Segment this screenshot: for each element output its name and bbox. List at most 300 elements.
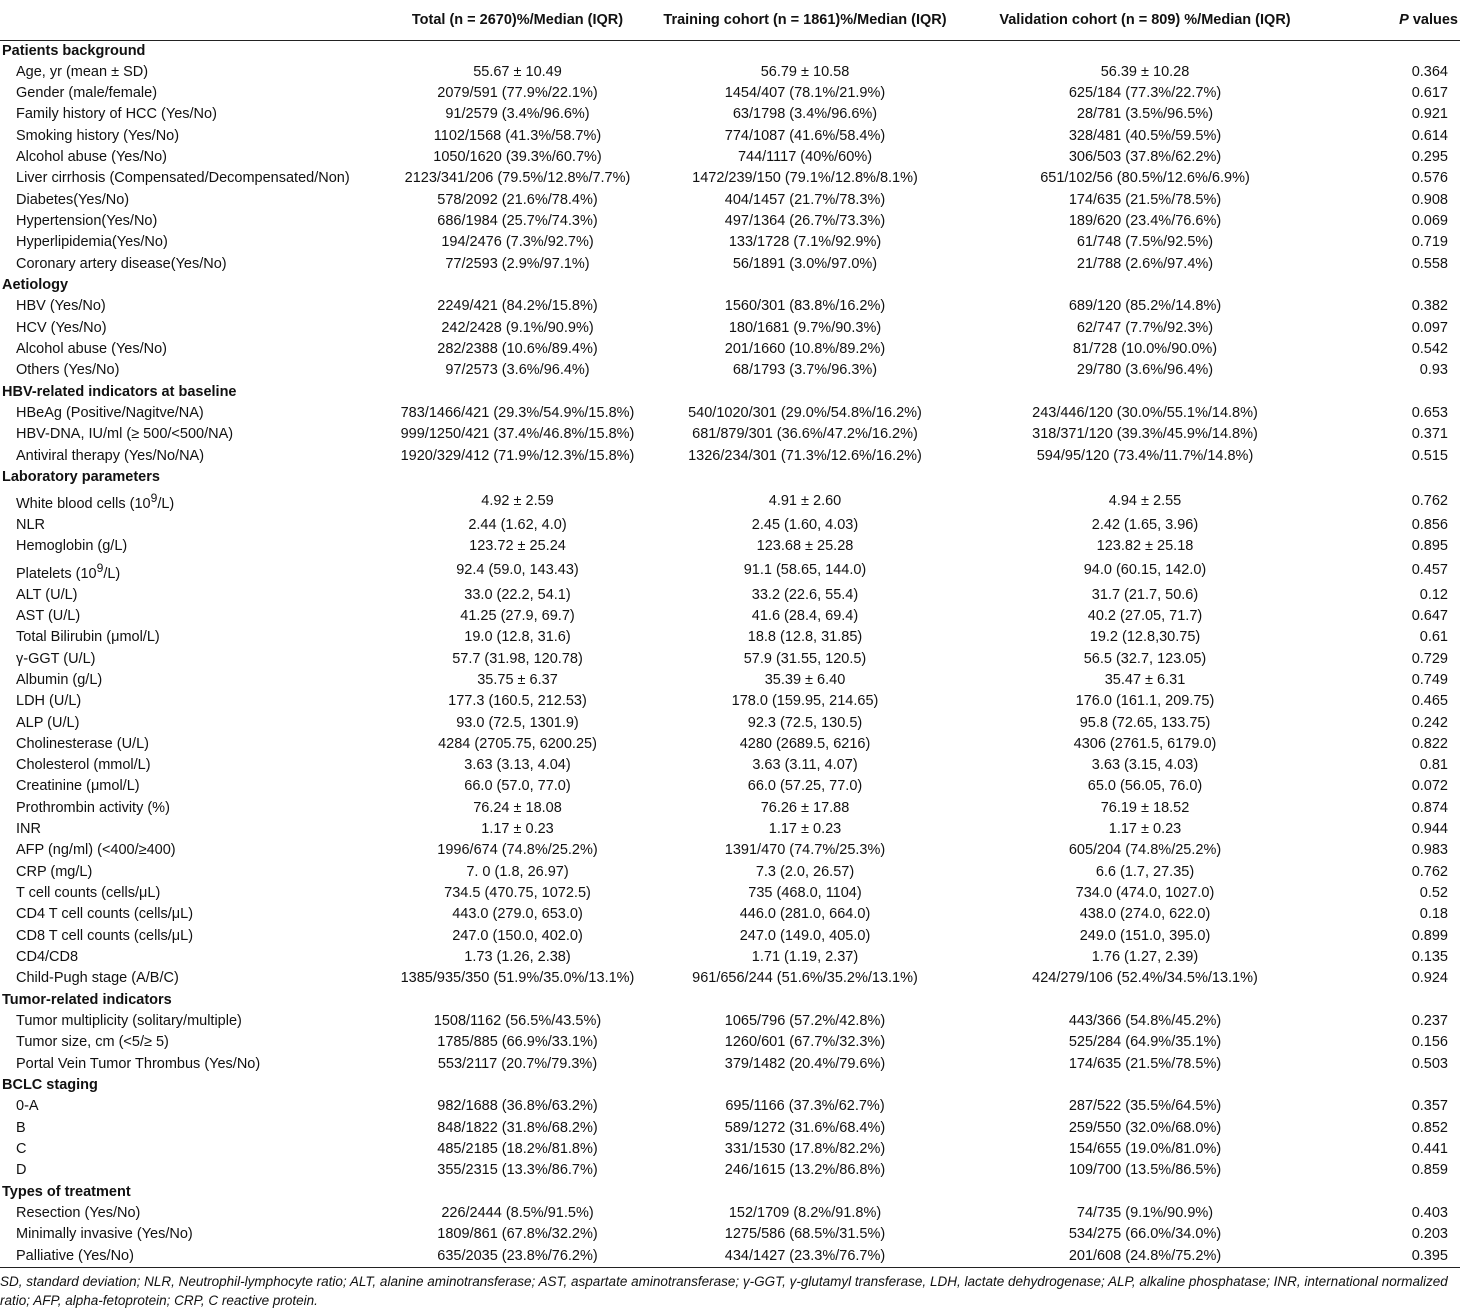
table-row <box>0 1224 1460 1245</box>
validation-value: 651/102/56 (80.5%/12.6%/6.9%) <box>1040 170 1250 187</box>
section-title: BCLC staging <box>2 1077 98 1094</box>
row-label: HBV-DNA, IU/ml (≥ 500/<500/NA) <box>16 426 234 443</box>
p-value: 0.874 <box>1411 799 1448 816</box>
p-value: 0.576 <box>1411 170 1448 187</box>
training-value: 1.71 (1.19, 2.37) <box>751 949 859 966</box>
validation-value: 176.0 (161.1, 209.75) <box>1075 693 1215 710</box>
validation-value: 4306 (2761.5, 6179.0) <box>1073 735 1217 752</box>
total-value: 2079/591 (77.9%/22.1%) <box>437 84 598 101</box>
table-row <box>0 424 1460 445</box>
row-label: Albumin (g/L) <box>16 671 103 688</box>
training-value: 446.0 (281.0, 664.0) <box>739 906 871 923</box>
row-label: Others (Yes/No) <box>16 362 120 379</box>
total-value: 77/2593 (2.9%/97.1%) <box>445 255 590 272</box>
validation-value: 61/748 (7.5%/92.5%) <box>1076 234 1214 251</box>
p-value: 0.072 <box>1411 778 1448 795</box>
p-value: 0.558 <box>1411 255 1448 272</box>
table-row <box>0 819 1460 840</box>
training-value: 774/1087 (41.6%/58.4%) <box>724 127 886 144</box>
p-value: 0.357 <box>1411 1098 1448 1115</box>
row-label: HBV (Yes/No) <box>16 298 106 315</box>
training-value: 68/1793 (3.7%/96.3%) <box>732 362 878 379</box>
table-row <box>0 168 1460 189</box>
section-title: Types of treatment <box>2 1183 131 1200</box>
validation-value: 1.76 (1.27, 2.39) <box>1091 949 1199 966</box>
total-value: 242/2428 (9.1%/90.9%) <box>441 319 594 336</box>
total-value: 97/2573 (3.6%/96.4%) <box>445 362 590 379</box>
validation-value: 243/446/120 (30.0%/55.1%/14.8%) <box>1032 404 1258 421</box>
table-row <box>0 691 1460 712</box>
p-value: 0.542 <box>1411 340 1448 357</box>
header-total: Total (n = 2670)%/Median (IQR) <box>375 0 660 40</box>
p-value: 0.371 <box>1411 426 1448 443</box>
table-row <box>0 776 1460 797</box>
p-value: 0.749 <box>1411 671 1448 688</box>
table-row <box>0 755 1460 776</box>
table-row <box>0 147 1460 168</box>
total-value: 2123/341/206 (79.5%/12.8%/7.7%) <box>404 170 631 187</box>
row-label-text: White blood cells (10 <box>16 495 151 512</box>
p-value: 0.237 <box>1411 1013 1448 1030</box>
total-value: 982/1688 (36.8%/63.2%) <box>437 1098 598 1115</box>
training-value: 35.39 ± 6.40 <box>764 671 846 688</box>
validation-value: 438.0 (274.0, 622.0) <box>1079 906 1211 923</box>
table-row <box>0 296 1460 317</box>
validation-value: 40.2 (27.05, 71.7) <box>1087 607 1203 624</box>
validation-value: 28/781 (3.5%/96.5%) <box>1076 106 1214 123</box>
table-row <box>0 734 1460 755</box>
row-label: Prothrombin activity (%) <box>16 799 170 816</box>
row-label: Portal Vein Tumor Thrombus (Yes/No) <box>16 1055 261 1072</box>
total-value: 92.4 (59.0, 143.43) <box>456 562 579 579</box>
table-row <box>0 947 1460 968</box>
total-value: 1996/674 (74.8%/25.2%) <box>437 842 598 859</box>
total-value: 282/2388 (10.6%/89.4%) <box>437 340 598 357</box>
table-row <box>0 317 1460 338</box>
training-value: 133/1728 (7.1%/92.9%) <box>728 234 882 251</box>
p-value: 0.61 <box>1419 629 1448 646</box>
table-row <box>0 515 1460 536</box>
total-value: 734.5 (470.75, 1072.5) <box>444 885 591 902</box>
validation-value: 328/481 (40.5%/59.5%) <box>1068 127 1222 144</box>
row-label: NLR <box>16 517 46 534</box>
training-value: 1260/601 (67.7%/32.3%) <box>724 1034 886 1051</box>
p-value: 0.18 <box>1419 906 1448 923</box>
p-value: 0.441 <box>1411 1141 1448 1158</box>
header-row <box>0 0 1460 40</box>
row-label: T cell counts (cells/μL) <box>16 885 161 902</box>
training-value: 1560/301 (83.8%/16.2%) <box>724 298 886 315</box>
row-label: HBeAg (Positive/Nagitve/NA) <box>16 404 204 421</box>
table-row <box>0 558 1460 585</box>
total-value: 783/1466/421 (29.3%/54.9%/15.8%) <box>400 404 635 421</box>
total-value: 443.0 (279.0, 653.0) <box>452 906 583 923</box>
section-header-row <box>0 1075 1460 1096</box>
total-value: 1.17 ± 0.23 <box>481 821 554 838</box>
table-row <box>0 445 1460 466</box>
row-label: INR <box>16 821 41 838</box>
training-value: 744/1117 (40%/60%) <box>737 148 873 165</box>
training-value: 1275/586 (68.5%/31.5%) <box>724 1226 886 1243</box>
p-value: 0.395 <box>1340 1246 1460 1268</box>
p-value: 0.719 <box>1411 234 1448 251</box>
row-label-unit: /L) <box>103 565 121 582</box>
row-label: Coronary artery disease(Yes/No) <box>16 255 227 272</box>
training-value: 404/1457 (21.7%/78.3%) <box>724 191 886 208</box>
training-value: 123.68 ± 25.28 <box>756 538 854 555</box>
validation-value: 109/700 (13.5%/86.5%) <box>1068 1162 1222 1179</box>
total-value: 76.24 ± 18.08 <box>473 799 562 816</box>
table-row <box>0 189 1460 210</box>
validation-value: 62/747 (7.7%/92.3%) <box>1076 319 1214 336</box>
header-training: Training cohort (n = 1861)%/Median (IQR) <box>660 0 950 40</box>
row-label: Total Bilirubin (μmol/L) <box>16 629 160 646</box>
table-row <box>0 1203 1460 1224</box>
table-row <box>0 536 1460 557</box>
header-validation: Validation cohort (n = 809) %/Median (IQR) <box>950 0 1340 40</box>
validation-value: 74/735 (9.1%/90.9%) <box>1076 1205 1214 1222</box>
row-label: 0-A <box>16 1098 39 1115</box>
total-value: 35.75 ± 6.37 <box>477 671 558 688</box>
row-label: Creatinine (μmol/L) <box>16 778 140 795</box>
total-value: 1050/1620 (39.3%/60.7%) <box>433 148 602 165</box>
p-value: 0.156 <box>1411 1034 1448 1051</box>
table-row <box>0 360 1460 381</box>
p-value: 0.465 <box>1411 693 1448 710</box>
p-value: 0.617 <box>1411 84 1448 101</box>
p-value: 0.895 <box>1411 538 1448 555</box>
p-value: 0.515 <box>1411 447 1448 464</box>
row-label: Diabetes(Yes/No) <box>16 191 130 208</box>
p-value: 0.12 <box>1419 586 1448 603</box>
validation-value: 534/275 (66.0%/34.0%) <box>1068 1226 1222 1243</box>
training-value: 33.2 (22.6, 55.4) <box>751 586 859 603</box>
training-value: 540/1020/301 (29.0%/54.8%/16.2%) <box>688 404 922 421</box>
p-value: 0.822 <box>1411 735 1448 752</box>
table-row <box>0 1139 1460 1160</box>
training-value: 246/1615 (13.2%/86.8%) <box>724 1162 886 1179</box>
p-value: 0.856 <box>1411 517 1448 534</box>
row-label: Palliative (Yes/No) <box>0 1246 375 1268</box>
total-value: 177.3 (160.5, 212.53) <box>448 693 587 710</box>
total-value: 7. 0 (1.8, 26.97) <box>466 863 569 880</box>
table-row <box>0 488 1460 515</box>
table-row <box>0 1032 1460 1053</box>
table-row <box>0 83 1460 104</box>
header-p-values <box>1340 0 1460 40</box>
total-value: 33.0 (22.2, 54.1) <box>464 586 571 603</box>
validation-value: 443/366 (54.8%/45.2%) <box>1068 1013 1222 1030</box>
table-row <box>0 1096 1460 1117</box>
validation-value: 94.0 (60.15, 142.0) <box>1083 562 1207 579</box>
total-value: 1385/935/350 (51.9%/35.0%/13.1%) <box>400 970 635 987</box>
total-value: 66.0 (57.0, 77.0) <box>464 778 571 795</box>
table-header <box>0 0 1460 40</box>
table-body <box>0 40 1460 1267</box>
validation-value: 3.63 (3.15, 4.03) <box>1091 757 1199 774</box>
training-value: 1.17 ± 0.23 <box>768 821 842 838</box>
row-label: Age, yr (mean ± SD) <box>16 63 149 80</box>
row-label: ALT (U/L) <box>16 586 78 603</box>
validation-value: 31.7 (21.7, 50.6) <box>1091 586 1199 603</box>
section-title: HBV-related indicators at baseline <box>2 383 237 400</box>
validation-value: 56.39 ± 10.28 <box>1100 63 1190 80</box>
row-label: Alcohol abuse (Yes/No) <box>16 148 167 165</box>
total-value: 3.63 (3.13, 4.04) <box>464 757 571 774</box>
training-value: 152/1709 (8.2%/91.8%) <box>728 1205 882 1222</box>
p-value: 0.52 <box>1419 885 1448 902</box>
total-value: 1508/1162 (56.5%/43.5%) <box>433 1013 602 1030</box>
total-value: 194/2476 (7.3%/92.7%) <box>441 234 594 251</box>
total-value: 1809/861 (67.8%/32.2%) <box>437 1226 598 1243</box>
row-label: CD4/CD8 <box>16 949 79 966</box>
table-row <box>0 1246 1460 1268</box>
p-value: 0.203 <box>1411 1226 1448 1243</box>
row-label: ALP (U/L) <box>16 714 80 731</box>
header-p-rest: values <box>1408 11 1458 28</box>
p-value: 0.242 <box>1411 714 1448 731</box>
validation-value: 259/550 (32.0%/68.0%) <box>1068 1119 1222 1136</box>
row-label: D <box>16 1162 27 1179</box>
row-label: Cholesterol (mmol/L) <box>16 757 151 774</box>
row-label: Minimally invasive (Yes/No) <box>16 1226 193 1243</box>
row-label: AFP (ng/ml) (<400/≥400) <box>16 842 176 859</box>
row-label: CD8 T cell counts (cells/μL) <box>16 927 194 944</box>
training-value: 56/1891 (3.0%/97.0%) <box>732 255 878 272</box>
table-row <box>0 339 1460 360</box>
training-value: 2.45 (1.60, 4.03) <box>751 517 859 534</box>
validation-value: 594/95/120 (73.4%/11.7%/14.8%) <box>1036 447 1254 464</box>
training-value: 434/1427 (23.3%/76.7%) <box>660 1246 950 1268</box>
table-row <box>0 104 1460 125</box>
validation-value: 174/635 (21.5%/78.5%) <box>1068 1055 1222 1072</box>
p-value: 0.503 <box>1411 1055 1448 1072</box>
training-value: 1472/239/150 (79.1%/12.8%/8.1%) <box>692 170 918 187</box>
row-label-superscript: 9 <box>150 491 158 506</box>
p-value: 0.364 <box>1411 63 1448 80</box>
training-value: 961/656/244 (51.6%/35.2%/13.1%) <box>692 970 918 987</box>
training-value: 4.91 ± 2.60 <box>768 492 842 509</box>
training-value: 63/1798 (3.4%/96.6%) <box>732 106 878 123</box>
row-label <box>0 558 375 585</box>
p-value: 0.921 <box>1411 106 1448 123</box>
total-value: 578/2092 (21.6%/78.4%) <box>437 191 598 208</box>
section-header-row <box>0 40 1460 62</box>
training-value: 379/1482 (20.4%/79.6%) <box>724 1055 886 1072</box>
row-label <box>0 488 375 515</box>
table-row <box>0 1054 1460 1075</box>
table-row <box>0 968 1460 989</box>
section-title: Patients background <box>2 42 146 59</box>
table-row <box>0 584 1460 605</box>
p-value: 0.924 <box>1411 970 1448 987</box>
section-header-row <box>0 990 1460 1011</box>
training-value: 1454/407 (78.1%/21.9%) <box>724 84 886 101</box>
training-value: 91.1 (58.65, 144.0) <box>743 562 867 579</box>
validation-value: 625/184 (77.3%/22.7%) <box>1068 84 1222 101</box>
total-value: 1102/1568 (41.3%/58.7%) <box>433 127 602 144</box>
training-value: 331/1530 (17.8%/82.2%) <box>724 1141 886 1158</box>
total-value: 1785/885 (66.9%/33.1%) <box>437 1034 598 1051</box>
header-variable <box>0 0 375 40</box>
training-value: 178.0 (159.95, 214.65) <box>731 693 879 710</box>
row-label: Alcohol abuse (Yes/No) <box>16 340 167 357</box>
table-row <box>0 904 1460 925</box>
row-label: Hyperlipidemia(Yes/No) <box>16 234 168 251</box>
total-value: 55.67 ± 10.49 <box>473 63 562 80</box>
section-header-row <box>0 381 1460 402</box>
row-label: CRP (mg/L) <box>16 863 93 880</box>
p-value: 0.653 <box>1411 404 1448 421</box>
validation-value: 2.42 (1.65, 3.96) <box>1091 517 1199 534</box>
total-value: 686/1984 (25.7%/74.3%) <box>437 212 598 229</box>
table-row <box>0 883 1460 904</box>
table-row <box>0 648 1460 669</box>
row-label: Liver cirrhosis (Compensated/Decompensated/Non) <box>16 170 350 187</box>
validation-value: 424/279/106 (52.4%/34.5%/13.1%) <box>1032 970 1258 987</box>
p-value: 0.944 <box>1411 821 1448 838</box>
table-row <box>0 798 1460 819</box>
validation-value: 19.2 (12.8,30.75) <box>1089 629 1201 646</box>
validation-value: 154/655 (19.0%/81.0%) <box>1068 1141 1222 1158</box>
training-value: 247.0 (149.0, 405.0) <box>739 927 871 944</box>
p-value: 0.983 <box>1411 842 1448 859</box>
total-value: 57.7 (31.98, 120.78) <box>452 650 583 667</box>
row-label: AST (U/L) <box>16 607 81 624</box>
training-value: 589/1272 (31.6%/68.4%) <box>724 1119 886 1136</box>
row-label: B <box>16 1119 26 1136</box>
validation-value: 734.0 (474.0, 1027.0) <box>1075 885 1215 902</box>
row-label: Gender (male/female) <box>16 84 158 101</box>
training-value: 56.79 ± 10.58 <box>760 63 850 80</box>
p-value: 0.403 <box>1411 1205 1448 1222</box>
training-value: 7.3 (2.0, 26.57) <box>755 863 855 880</box>
total-value: 999/1250/421 (37.4%/46.8%/15.8%) <box>400 426 635 443</box>
p-value: 0.647 <box>1411 607 1448 624</box>
total-value: 4.92 ± 2.59 <box>481 492 554 509</box>
validation-value: 605/204 (74.8%/25.2%) <box>1068 842 1222 859</box>
total-value: 355/2315 (13.3%/86.7%) <box>437 1162 598 1179</box>
section-title: Aetiology <box>2 276 69 293</box>
validation-value: 174/635 (21.5%/78.5%) <box>1068 191 1222 208</box>
training-value: 735 (468.0, 1104) <box>748 885 862 902</box>
validation-value: 123.82 ± 25.18 <box>1096 538 1194 555</box>
validation-value: 201/608 (24.8%/75.2%) <box>950 1246 1340 1268</box>
training-value: 180/1681 (9.7%/90.3%) <box>728 319 882 336</box>
training-value: 92.3 (72.5, 130.5) <box>747 714 863 731</box>
row-label: Antiviral therapy (Yes/No/NA) <box>16 447 205 464</box>
total-value: 93.0 (72.5, 1301.9) <box>456 714 579 731</box>
table-row <box>0 670 1460 691</box>
row-label: Resection (Yes/No) <box>16 1205 141 1222</box>
row-label: Hypertension(Yes/No) <box>16 212 158 229</box>
row-label: Tumor size, cm (<5/≥ 5) <box>16 1034 169 1051</box>
validation-value: 189/620 (23.4%/76.6%) <box>1068 212 1222 229</box>
validation-value: 6.6 (1.7, 27.35) <box>1095 863 1195 880</box>
table-row <box>0 1118 1460 1139</box>
p-value: 0.908 <box>1411 191 1448 208</box>
table-row <box>0 1011 1460 1032</box>
total-value: 41.25 (27.9, 69.7) <box>460 607 575 624</box>
p-value: 0.382 <box>1411 298 1448 315</box>
row-label: Hemoglobin (g/L) <box>16 538 128 555</box>
row-label: γ-GGT (U/L) <box>16 650 96 667</box>
training-value: 695/1166 (37.3%/62.7%) <box>725 1098 885 1115</box>
p-value: 0.852 <box>1411 1119 1448 1136</box>
validation-value: 95.8 (72.65, 133.75) <box>1079 714 1211 731</box>
row-label: Tumor multiplicity (solitary/multiple) <box>16 1013 242 1030</box>
p-value: 0.762 <box>1411 492 1448 509</box>
header-p-letter: P <box>1399 11 1409 28</box>
row-label: Family history of HCC (Yes/No) <box>16 106 217 123</box>
row-label: Cholinesterase (U/L) <box>16 735 149 752</box>
table-row <box>0 926 1460 947</box>
total-value: 247.0 (150.0, 402.0) <box>452 927 583 944</box>
validation-value: 4.94 ± 2.55 <box>1108 492 1182 509</box>
row-label: LDH (U/L) <box>16 693 82 710</box>
total-value: 19.0 (12.8, 31.6) <box>464 629 571 646</box>
table-row <box>0 253 1460 274</box>
validation-value: 21/788 (2.6%/97.4%) <box>1076 255 1214 272</box>
validation-value: 76.19 ± 18.52 <box>1100 799 1190 816</box>
total-value: 485/2185 (18.2%/81.8%) <box>437 1141 598 1158</box>
training-value: 201/1660 (10.8%/89.2%) <box>724 340 886 357</box>
validation-value: 287/522 (35.5%/64.5%) <box>1068 1098 1222 1115</box>
validation-value: 306/503 (37.8%/62.2%) <box>1068 148 1222 165</box>
p-value: 0.899 <box>1411 927 1448 944</box>
table-footnote: SD, standard deviation; NLR, Neutrophil-lymphocyte ratio; ALT, alanine aminotransferase; AST, aspartate aminotransferase; γ-GGT, γ-glutamyl transferase, LDH, lactate dehydrogenase; ALP, alkaline phosphatase; INR, international normalized ratio; AFP, alpha-fetoprotein; CRP, C reactive protein. <box>0 1274 1448 1308</box>
p-value: 0.762 <box>1411 863 1448 880</box>
section-title: Tumor-related indicators <box>2 991 172 1008</box>
table-row <box>0 840 1460 861</box>
training-value: 4280 (2689.5, 6216) <box>739 735 871 752</box>
p-value: 0.859 <box>1411 1162 1448 1179</box>
table-row <box>0 125 1460 146</box>
validation-value: 318/371/120 (39.3%/45.9%/14.8%) <box>1032 426 1258 443</box>
training-value: 1391/470 (74.7%/25.3%) <box>724 842 886 859</box>
total-value: 553/2117 (20.7%/79.3%) <box>437 1055 598 1072</box>
row-label-text: Platelets (10 <box>16 565 97 582</box>
total-value: 226/2444 (8.5%/91.5%) <box>441 1205 594 1222</box>
table-row <box>0 211 1460 232</box>
p-value: 0.93 <box>1419 362 1448 379</box>
p-value: 0.069 <box>1411 212 1448 229</box>
total-value: 635/2035 (23.8%/76.2%) <box>375 1246 660 1268</box>
validation-value: 29/780 (3.6%/96.4%) <box>1076 362 1214 379</box>
validation-value: 689/120 (85.2%/14.8%) <box>1068 298 1222 315</box>
p-value: 0.295 <box>1411 148 1448 165</box>
table-row <box>0 232 1460 253</box>
section-title: Laboratory parameters <box>2 468 160 485</box>
validation-value: 65.0 (56.05, 76.0) <box>1087 778 1203 795</box>
table-row <box>0 627 1460 648</box>
training-value: 497/1364 (26.7%/73.3%) <box>724 212 886 229</box>
row-label: HCV (Yes/No) <box>16 319 107 336</box>
row-label: CD4 T cell counts (cells/μL) <box>16 906 194 923</box>
p-value: 0.135 <box>1411 949 1448 966</box>
table-row <box>0 862 1460 883</box>
training-value: 76.26 ± 17.88 <box>760 799 850 816</box>
total-value: 1.73 (1.26, 2.38) <box>464 949 571 966</box>
training-value: 41.6 (28.4, 69.4) <box>751 607 859 624</box>
validation-value: 35.47 ± 6.31 <box>1104 671 1186 688</box>
training-value: 1065/796 (57.2%/42.8%) <box>724 1013 886 1030</box>
training-value: 3.63 (3.11, 4.07) <box>752 757 858 774</box>
validation-value: 81/728 (10.0%/90.0%) <box>1072 340 1218 357</box>
row-label-unit: /L) <box>157 495 175 512</box>
p-value: 0.614 <box>1411 127 1448 144</box>
table-row <box>0 1160 1460 1181</box>
